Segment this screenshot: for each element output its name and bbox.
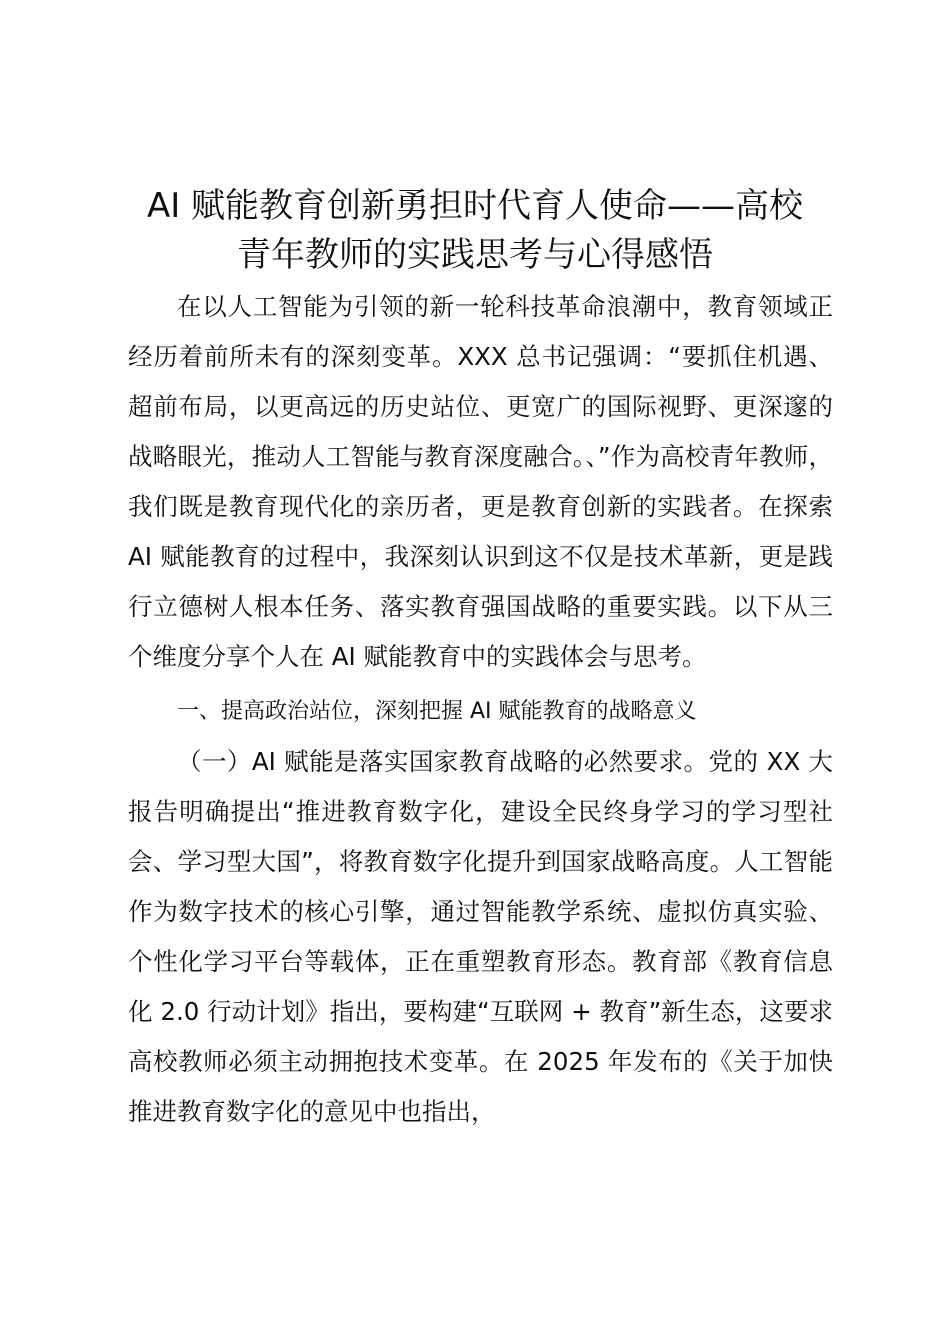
subsection-paragraph: （一）AI 赋能是落实国家教育战略的必然要求。党的 XX 大报告明确提出“推进教育数字化，建设全民终身学习的学习型社会、学习型大国”，将教育数字化提升到国家战略高度。人工智能作为数字技术的核心引擎，通过智能教学系统、虚拟仿真实验、个性化学习平台等载体，正在重塑教育形态。教育部《教育信息化 2.0 行动计划》指出，要构建“互联网 + 教育”新生态，这要求高校教师必须主动拥抱技术变革。在 2025 年发布的《关于加快推进教育数字化的意见中也指出， [128, 747, 833, 1126]
document-title [120, 182, 830, 280]
title-line-2: 青年教师的实践思考与心得感悟 [237, 235, 713, 275]
title-line-1: AI 赋能教育创新勇担时代育人使命——高校 [146, 186, 804, 226]
section-heading: 一、提高政治站位，深刻把握 AI 赋能教育的战略意义 [177, 699, 697, 724]
document-body [128, 282, 833, 1137]
intro-paragraph: 在以人工智能为引领的新一轮科技革命浪潮中，教育领域正经历着前所未有的深刻变革。XXX 总书记强调：“要抓住机遇、超前布局，以更高远的历史站位、更宽广的国际视野、更深邃的战略眼光，推动人工智能与教育深度融合。、”作为高校青年教师，我们既是教育现代化的亲历者，更是教育创新的实践者。在探索 AI 赋能教育的过程中，我深刻认识到这不仅是技术革新，更是践行立德树人根本任务、落实教育强国战略的重要实践。以下从三个维度分享个人在 AI 赋能教育中的实践体会与思考。 [128, 292, 833, 671]
